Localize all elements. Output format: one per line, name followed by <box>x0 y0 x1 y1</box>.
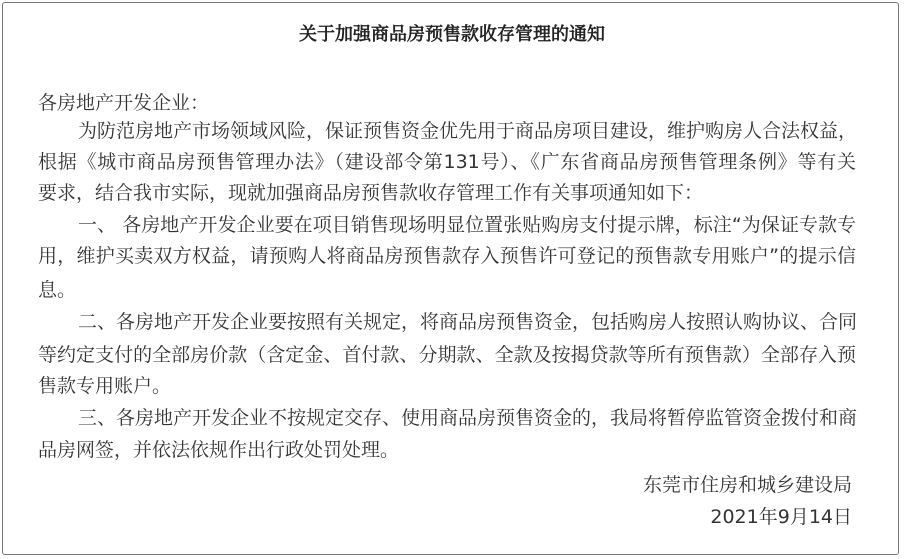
issue-date: 2021年9月14日 <box>710 506 852 528</box>
paragraph-line: 等约定支付的全部房价款（含定金、首付款、分期款、全款及按揭贷款等所有预售款）全部存入预 <box>38 344 856 366</box>
paragraph-line: 用，维护买卖双方权益，请预购人将商品房预售款存入预售许可登记的预售款专用账户”的提示信 <box>38 245 856 267</box>
paragraph-line: 二、各房地产开发企业要按照有关规定，将商品房预售资金，包括购房人按照认购协议、合同 <box>78 311 858 333</box>
paragraph-line: 售款专用账户。 <box>38 375 172 397</box>
paragraph-line: 一、 各房地产开发企业要在项目销售现场明显位置张贴购房支付提示牌，标注“为保证专款专 <box>78 214 856 236</box>
paragraph-line: 品房网签，并依法依规作出行政处罚处理。 <box>38 439 400 461</box>
document-title: 关于加强商品房预售款收存管理的通知 <box>299 24 605 45</box>
paragraph-line: 为防范房地产市场领域风险，保证预售资金优先用于商品房项目建设，维护购房人合法权益， <box>78 120 858 142</box>
issuer: 东莞市住房和城乡建设局 <box>642 474 852 496</box>
paragraph-line: 三、各房地产开发企业不按规定交存、使用商品房预售资金的，我局将暂停监管资金拨付和商 <box>78 407 858 429</box>
paragraph-line: 根据《城市商品房预售管理办法》（建设部令第131号）、《广东省商品房预售管理条例》等有关 <box>38 151 856 173</box>
paragraph-line: 息。 <box>38 279 77 301</box>
greeting: 各房地产开发企业： <box>38 92 210 114</box>
paragraph-line: 要求，结合我市实际，现就加强商品房预售款收存管理工作有关事项通知如下： <box>38 182 704 204</box>
